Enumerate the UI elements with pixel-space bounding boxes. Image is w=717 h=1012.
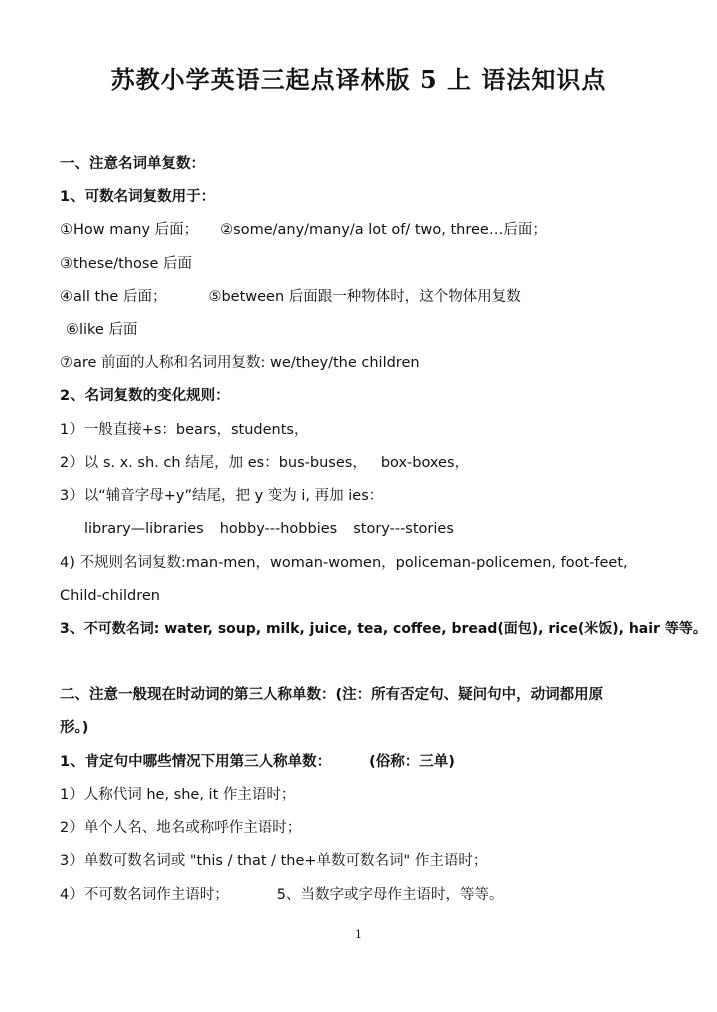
plural-rule-4-continued: Child-children <box>60 588 160 604</box>
section1-heading: 一、注意名词单复数： <box>60 156 205 172</box>
section2-sub1-row <box>60 752 455 772</box>
section2-heading: 二、注意一般现在时动词的第三人称单数：(注：所有否定句、疑问句中，动词都用原 <box>60 687 604 703</box>
third-person-case-4: 4）不可数名词作主语时； <box>60 887 229 903</box>
plural-rule-1: 1）一般直接+s：bears，students， <box>60 422 309 438</box>
plural-usage-item-7: ⑦are 前面的人称和名词用复数: we/they/the children <box>60 355 420 371</box>
section2-sub1-note: (俗称：三单) <box>369 754 455 770</box>
plural-usage-item-6: ⑥like 后面 <box>66 322 138 338</box>
plural-rule-2-row <box>60 453 469 473</box>
plural-usage-item-4: ④all the 后面； <box>60 289 167 305</box>
third-person-case-3: 3）单数可数名词或 "this / that / the+单数可数名词" 作主语时； <box>60 853 488 869</box>
section1-sub1-heading: 1、可数名词复数用于： <box>60 189 216 205</box>
plural-rule-2-example: box-boxes， <box>380 455 470 471</box>
plural-rule-3-example-2: hobby---hobbies <box>219 521 338 537</box>
section1-sub3-heading: 3、不可数名词: water, soup, milk, juice, tea, coffee, bread(面包), rice(米饭), hair 等等。 <box>60 621 707 637</box>
plural-rule-3-example-3: story---stories <box>353 521 454 537</box>
section2-sub1-heading: 1、肯定句中哪些情况下用第三人称单数： <box>60 754 332 770</box>
plural-rule-2: 2）以 s. x. sh. ch 结尾，加 es：bus-buses， <box>60 455 367 471</box>
plural-rule-3: 3）以“辅音字母+y”结尾，把 y 变为 i, 再加 ies： <box>60 488 384 504</box>
plural-usage-row-4 <box>60 287 521 307</box>
plural-usage-row-1 <box>60 220 547 240</box>
plural-usage-item-3: ③these/those 后面 <box>60 256 192 272</box>
section2-heading-continued: 形。) <box>60 720 89 736</box>
section1-sub2-heading: 2、名词复数的变化规则： <box>60 388 230 404</box>
third-person-case-1: 1）人称代词 he, she, it 作主语时； <box>60 787 296 803</box>
plural-usage-item-5: ⑤between 后面跟一种物体时，这个物体用复数 <box>208 289 521 305</box>
plural-usage-item-1: ①How many 后面； <box>60 222 199 238</box>
third-person-case-2: 2）单个人名、地名或称呼作主语时； <box>60 820 302 836</box>
plural-rule-3-example-1: library—libraries <box>84 521 204 537</box>
plural-rule-3-examples <box>84 519 454 539</box>
plural-usage-item-2: ②some/any/many/a lot of/ two, three…后面； <box>220 222 547 238</box>
plural-rule-4: 4) 不规则名词复数:man-men，woman-women，policeman-policemen, foot-feet, <box>60 555 628 571</box>
document-title: 苏教小学英语三起点译林版 5 上 语法知识点 <box>110 65 607 94</box>
third-person-case-5: 5、当数字或字母作主语时，等等。 <box>276 887 504 903</box>
third-person-case-row-4 <box>60 885 503 905</box>
page-number: 1 <box>355 928 362 941</box>
